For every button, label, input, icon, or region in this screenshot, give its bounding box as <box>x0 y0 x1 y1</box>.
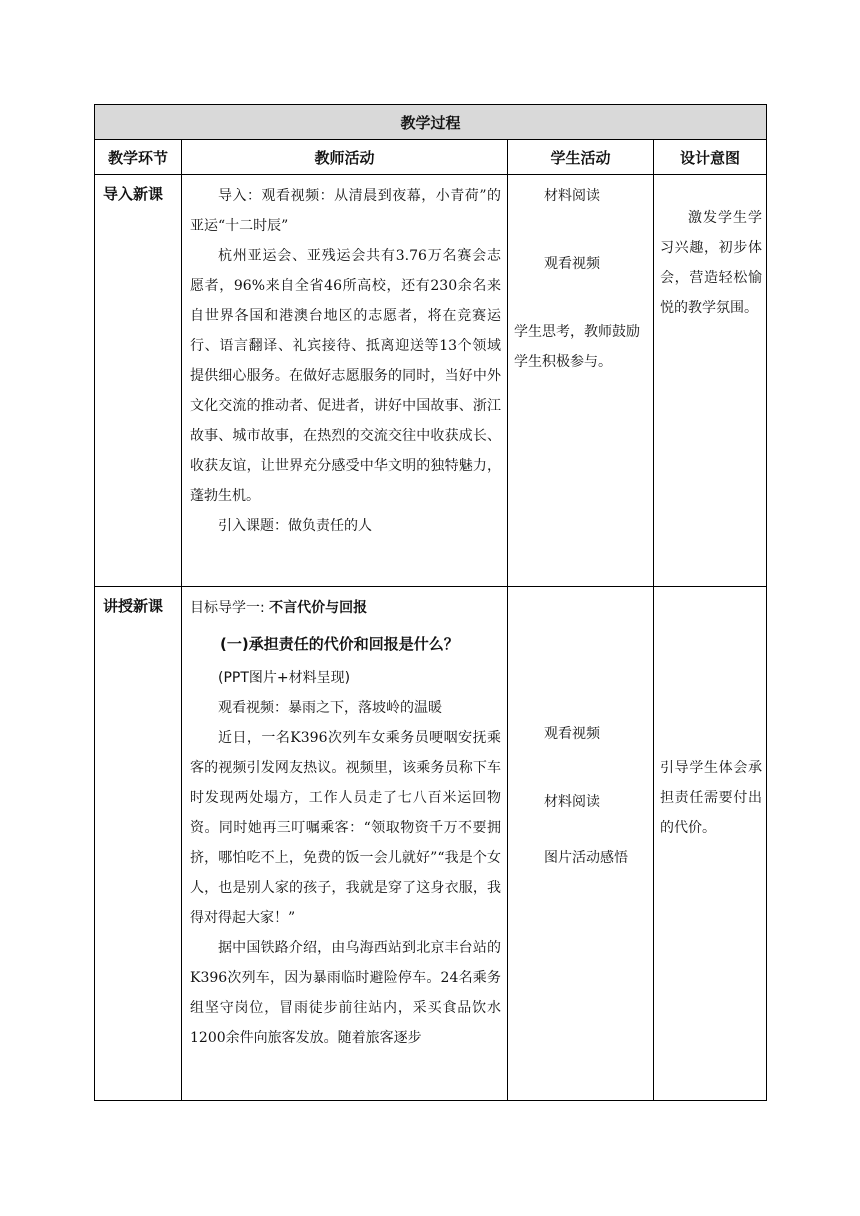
goal-prefix: 目标导学一: <box>190 600 265 616</box>
student-activity-new-lesson <box>508 587 654 1101</box>
paragraph: 导入：观看视频：从清晨到夜幕，小青荷”的亚运“十二时辰” <box>190 188 501 234</box>
teacher-activity-new-lesson <box>182 587 508 1101</box>
student-activity-item: 观看视频 <box>544 256 600 272</box>
paragraph: 杭州亚运会、亚残运会共有3.76万名赛会志愿者，96%来自全省46所高校，还有230余名来自世界各国和港澳台地区的志愿者，将在竞赛运行、语言翻译、礼宾接待、抵离迎送等13个领域提供细心服务。在做好志愿服务的同时，当好中外文化交流的推动者、促进者，讲好中国故事、浙江故事、城市故事，在热烈的交流交往中收获成长、收获友谊，让世界充分感受中华文明的独特魅力，蓬勃生机。 <box>190 248 501 504</box>
table-title: 教学过程 <box>95 105 767 140</box>
design-intent-new-lesson <box>654 587 767 1101</box>
student-activity-item: 图片活动感悟 <box>544 850 628 866</box>
stage-intro: 导入新课 <box>95 175 182 587</box>
student-activity-item: 材料阅读 <box>544 794 600 810</box>
header-teacher: 教师活动 <box>182 140 508 175</box>
table-row <box>95 587 767 1101</box>
design-text: 激发学生学习兴趣，初步体会，营造轻松愉悦的教学氛围。 <box>660 210 763 316</box>
header-design: 设计意图 <box>654 140 767 175</box>
paragraph: 近日，一名K396次列车女乘务员哽咽安抚乘客的视频引发网友热议。视频里，该乘务员称下车时发现两处塌方，工作人员走了七八百米运回物资。同时她再三叮嘱乘客：“领取物资千万不要拥挤，哪怕吃不上，免费的饭一会儿就好”“我是个女人，也是别人家的孩子，我就是穿了这身衣服，我得对得起大家！” <box>190 730 501 926</box>
ppt-note: (PPT图片+材料呈现) <box>218 670 351 686</box>
table-row <box>95 175 767 587</box>
video-note: 观看视频：暴雨之下，落坡岭的温暖 <box>218 700 442 716</box>
header-student: 学生活动 <box>508 140 654 175</box>
student-activity-intro <box>508 175 654 587</box>
teacher-activity-intro <box>182 175 508 587</box>
design-intent-intro <box>654 175 767 587</box>
paragraph: 据中国铁路介绍，由乌海西站到北京丰台站的K396次列车，因为暴雨临时避险停车。24名乘务组坚守岗位，冒雨徒步前往站内，采买食品饮水1200余件向旅客发放。随着旅客逐步 <box>190 940 501 1046</box>
student-activity-item: 观看视频 <box>544 726 600 742</box>
teaching-process-table <box>94 104 767 1101</box>
student-activity-item: 学生思考，教师鼓励学生积极参与。 <box>514 324 640 370</box>
header-row <box>95 140 767 175</box>
design-text: 引导学生体会承担责任需要付出的代价。 <box>660 760 763 836</box>
header-stage: 教学环节 <box>95 140 182 175</box>
section-subheading: (一)承担责任的代价和回报是什么？ <box>220 635 459 653</box>
student-activity-item: 材料阅读 <box>544 188 600 204</box>
stage-new-lesson: 讲授新课 <box>95 587 182 1101</box>
goal-title: 不言代价与回报 <box>269 600 368 616</box>
goal-line <box>190 593 501 623</box>
paragraph: 引入课题：做负责任的人 <box>218 518 372 534</box>
